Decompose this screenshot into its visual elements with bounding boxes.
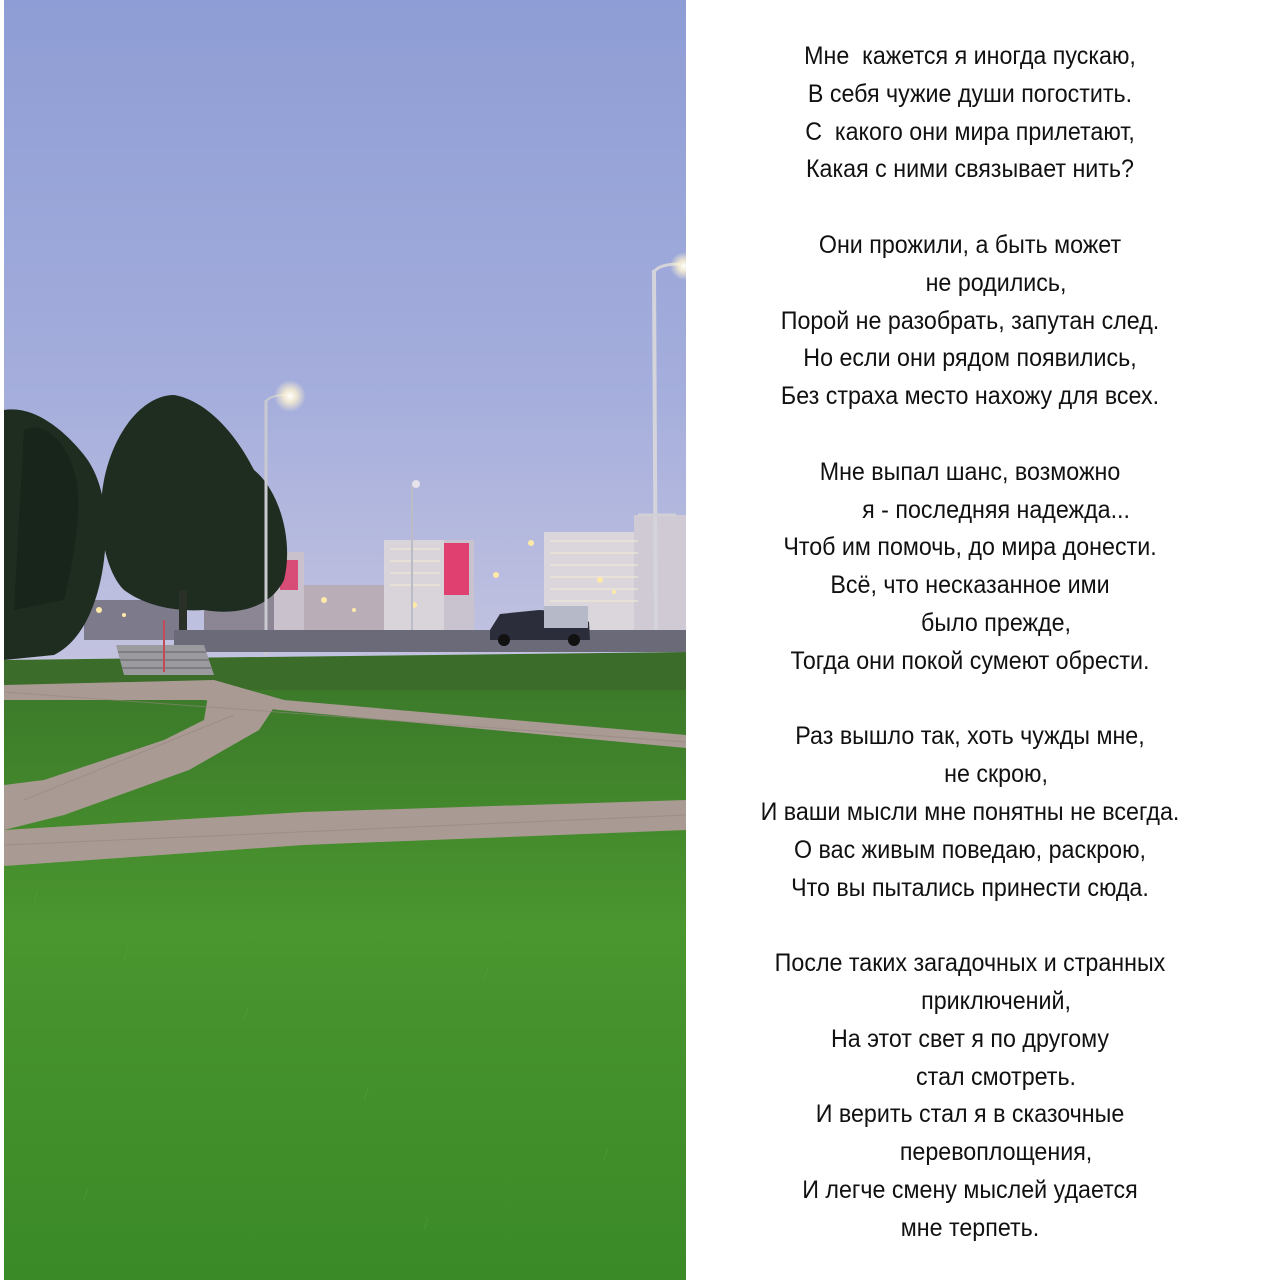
poem-line: Мне кажется я иногда пускаю, — [804, 42, 1136, 70]
poem-line: не родились, — [925, 268, 1067, 297]
poem-line: Чтоб им помочь, до мира донести. — [783, 533, 1157, 562]
poem-line: Что вы пытались принести сюда. — [791, 873, 1149, 902]
poem-line: Порой не разобрать, запутан след. — [780, 306, 1160, 335]
stanza-5 — [710, 945, 1231, 1247]
poem-line: С какого они мира прилетают, — [805, 117, 1135, 146]
park-evening-photo — [4, 0, 686, 1280]
poem-line: перевоплощения, — [899, 1138, 1093, 1167]
road — [174, 630, 686, 652]
poem-line: О вас живым поведаю, раскрою, — [793, 835, 1147, 864]
poem-line: И легче смену мыслей удается — [802, 1175, 1138, 1204]
poem-line: И верить стал я в сказочные — [815, 1100, 1125, 1129]
poem-line: Тогда они покой сумеют обрести. — [790, 646, 1150, 675]
stanza-4 — [710, 718, 1231, 907]
poem-line: Без страха место нахожу для всех. — [780, 382, 1160, 411]
poem-line: я - последняя надежда... — [862, 495, 1130, 524]
poem-line: было прежде, — [921, 608, 1072, 637]
poem-line: После таких загадочных и странных — [774, 949, 1166, 978]
poem-line: приключений, — [921, 986, 1071, 1015]
poem-line: Всё, что несказанное ими — [830, 571, 1110, 600]
stanza-1 — [710, 38, 1231, 189]
poem-line: Раз вышло так, хоть чужды мне, — [795, 722, 1145, 751]
poem-line: И ваши мысли мне понятны не всегда. — [760, 797, 1180, 826]
stanza-2 — [710, 227, 1231, 416]
poem-line: не скрою, — [944, 760, 1048, 789]
poem-line: В себя чужие души погостить. — [807, 79, 1133, 108]
poem-line: Какая с ними связывает нить? — [806, 155, 1134, 184]
poem — [710, 0, 1231, 1280]
poem-line: Но если они рядом появились, — [803, 344, 1137, 373]
poem-line: Мне выпал шанс, возможно — [819, 457, 1121, 486]
poem-line: стал смотреть. — [916, 1062, 1077, 1091]
photo-illustration — [4, 0, 686, 1280]
stanza-3 — [710, 454, 1231, 681]
poem-line: На этот свет я по другому — [830, 1024, 1110, 1053]
poem-line: Они прожили, а быть может — [818, 230, 1122, 259]
poem-line: мне терпеть. — [900, 1213, 1040, 1242]
